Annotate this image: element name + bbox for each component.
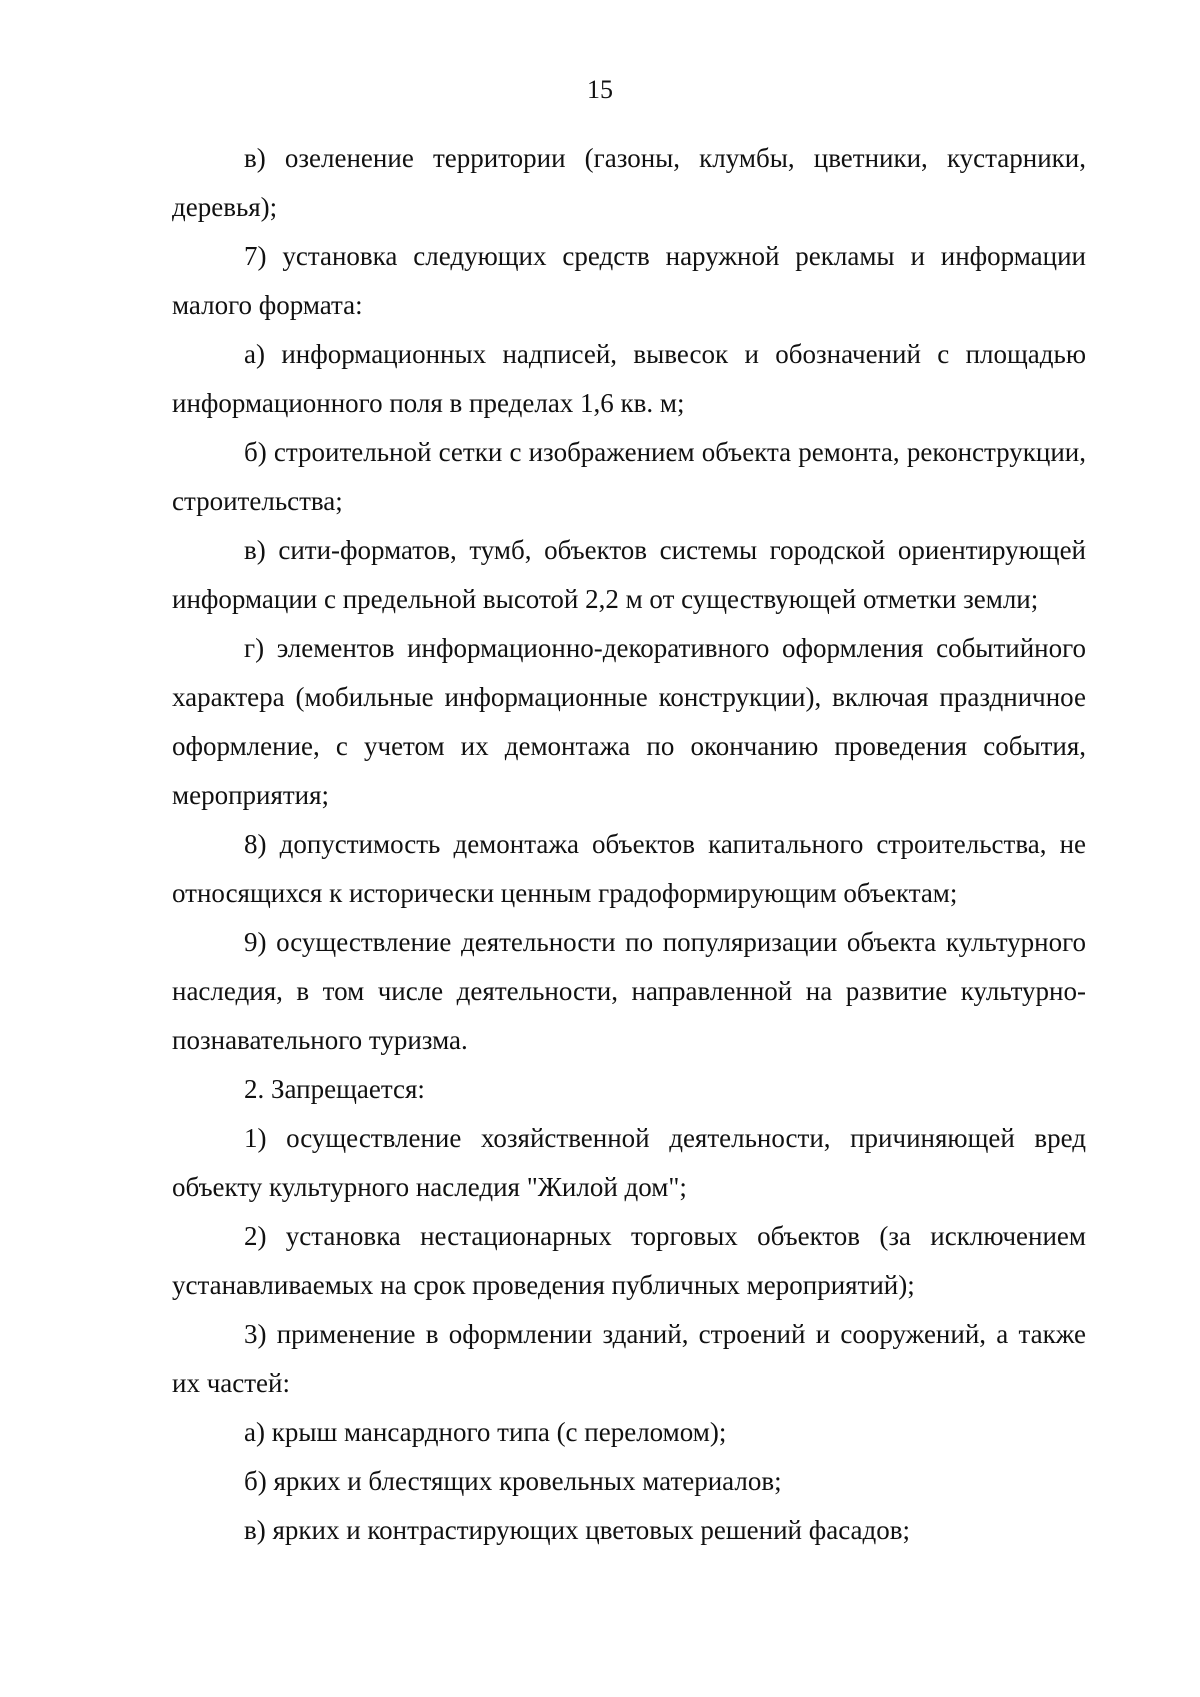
paragraph-a-mansard-roofs: а) крыш мансардного типа (с переломом);: [244, 1417, 727, 1447]
page-number: 15: [587, 75, 613, 104]
paragraph-7-advertising: 7) установка следующих средств наружной рекламы и информации малого формата:: [172, 241, 1086, 320]
paragraph-3-building-design: 3) применение в оформлении зданий, строений и сооружений, а также их частей:: [172, 1319, 1086, 1398]
paragraph-2-prohibited: 2. Запрещается:: [244, 1074, 425, 1104]
document-body: [172, 134, 1086, 1555]
paragraph-1-economic-activity: 1) осуществление хозяйственной деятельности, причиняющей вред объекту культурного наследия "Жилой дом";: [172, 1123, 1086, 1202]
paragraph-g-decorative-elements: г) элементов информационно-декоративного оформления событийного характера (мобильные информационные конструкции), включая праздничное оформление, с учетом их демонтажа по окончанию проведения события, мероприятия;: [172, 633, 1086, 810]
paragraph-v-city-formats: в) сити-форматов, тумб, объектов системы городской ориентирующей информации с предельной высотой 2,2 м от существующей отметки земли;: [172, 535, 1086, 614]
paragraph-9-popularization: 9) осуществление деятельности по популяризации объекта культурного наследия, в том числе деятельности, направленной на развитие культурно-познавательного туризма.: [172, 927, 1086, 1055]
paragraph-v-landscaping: в) озеленение территории (газоны, клумбы, цветники, кустарники, деревья);: [172, 143, 1086, 222]
paragraph-2-trade-objects: 2) установка нестационарных торговых объектов (за исключением устанавливаемых на срок проведения публичных мероприятий);: [172, 1221, 1086, 1300]
paragraph-8-demolition: 8) допустимость демонтажа объектов капитального строительства, не относящихся к исторически ценным градоформирующим объектам;: [172, 829, 1086, 908]
paragraph-b-construction-mesh: б) строительной сетки с изображением объекта ремонта, реконструкции, строительства;: [172, 437, 1086, 516]
paragraph-b-roofing-materials: б) ярких и блестящих кровельных материалов;: [244, 1466, 782, 1496]
paragraph-v-facade-colors: в) ярких и контрастирующих цветовых решений фасадов;: [244, 1515, 910, 1545]
paragraph-a-signs: а) информационных надписей, вывесок и обозначений с площадью информационного поля в пределах 1,6 кв. м;: [172, 339, 1086, 418]
